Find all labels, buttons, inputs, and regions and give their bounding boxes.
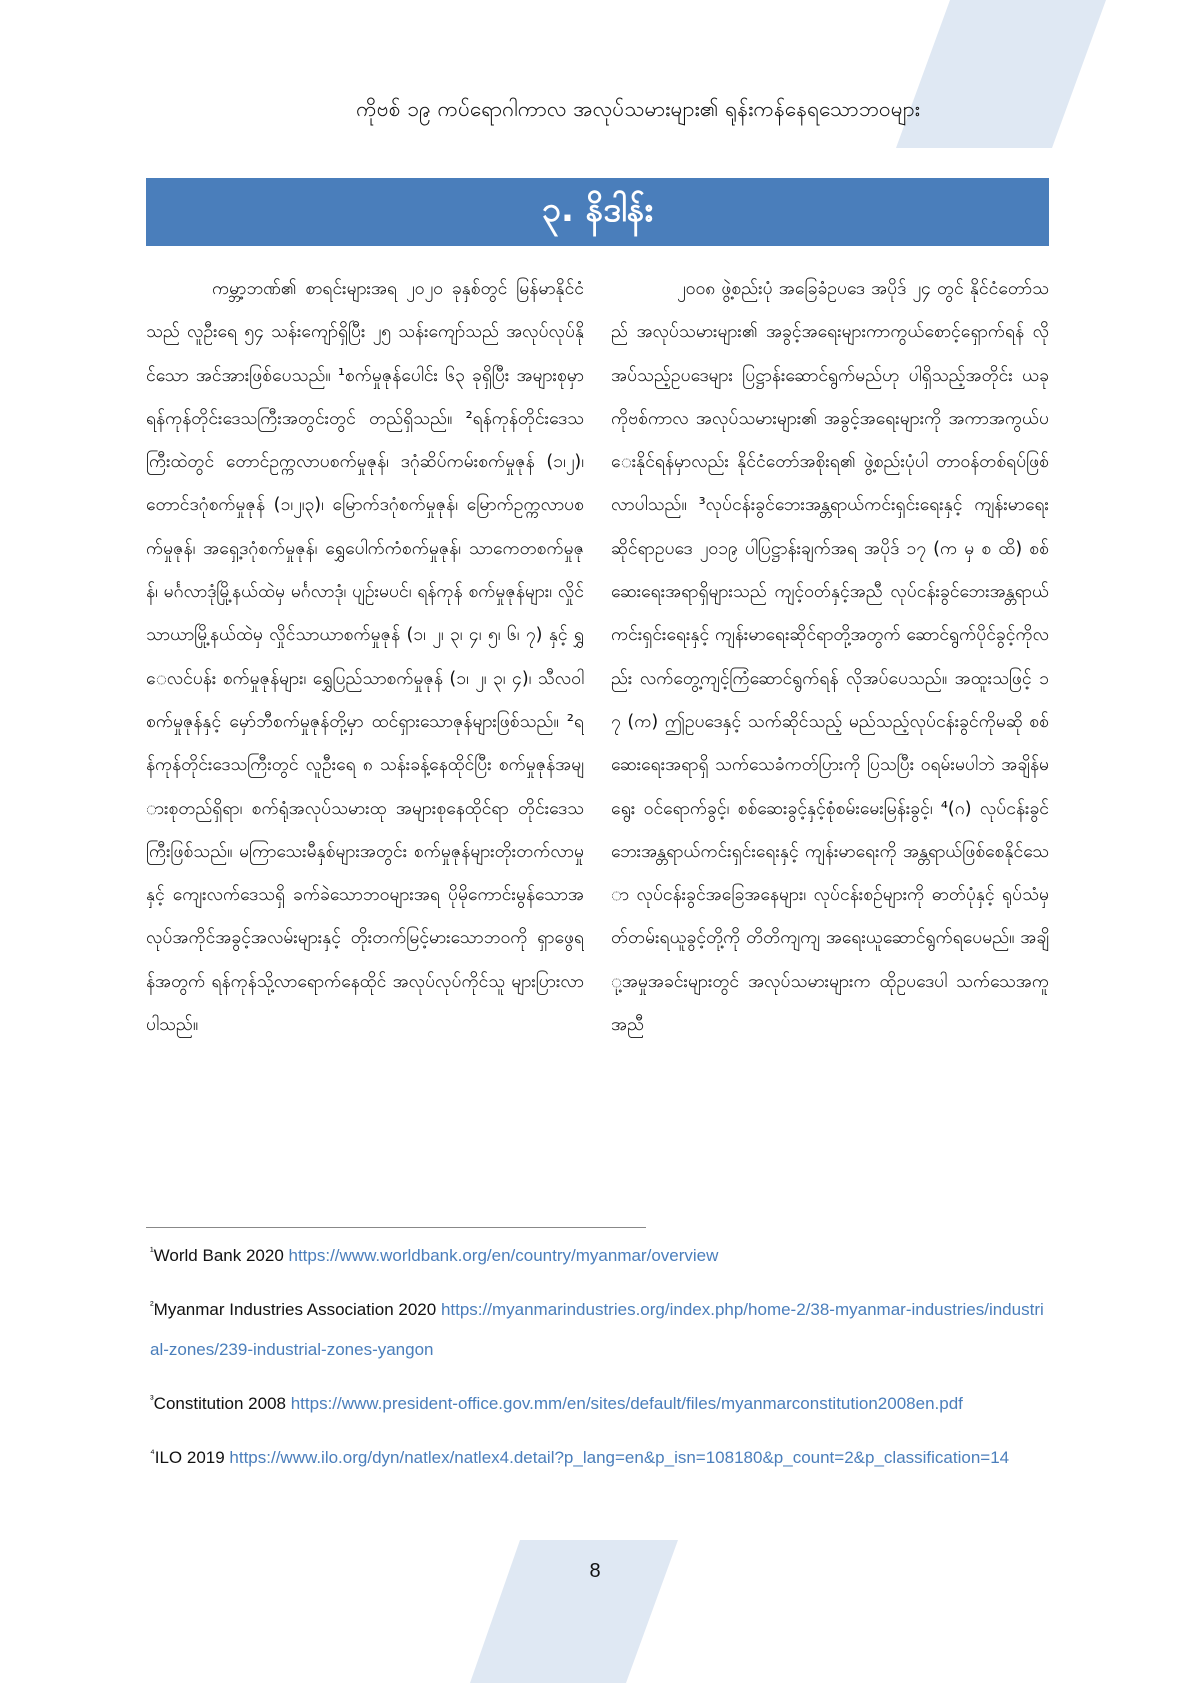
footnote-item xyxy=(150,1384,1050,1424)
footnote-mark: ⁴ xyxy=(150,1447,155,1460)
page-number: 8 xyxy=(589,1560,601,1582)
footnote-mark: ³ xyxy=(150,1393,154,1406)
footnote-source: ILO 2019 xyxy=(154,1448,230,1467)
body-paragraph-right: ၂၀၀၈ ဖွဲ့စည်းပုံ အခြေခံဥပဒေ အပိုဒ် ၂၄ တွင် နိုင်ငံတော်သည် အလုပ်သမားများ၏ အခွင့်အရေးများကာကွယ်စောင့်ရှောက်ရန် လိုအပ်သည့်ဥပဒေများ ပြဋ္ဌာန်းဆောင်ရွက်မည်ဟု ပါရှိသည့်အတိုင်း ယခု ကိုဗစ်ကာလ အလုပ်သမားများ၏ အခွင့်အရေးများကို အကာအကွယ်ပေးနိုင်ရန်မှာလည်း နိုင်ငံတော်အစိုးရ၏ ဖွဲ့စည်းပုံပါ တာဝန်တစ်ရပ်ဖြစ်လာပါသည်။ ³လုပ်ငန်းခွင်ဘေးအန္တရာယ်ကင်းရှင်းရေးနှင့် ကျန်းမာရေးဆိုင်ရာဥပဒေ ၂၀၁၉ ပါပြဋ္ဌာန်းချက်အရ အပိုဒ် ၁၇ (က မှ စ ထိ) စစ်ဆေးရေးအရာရှိများသည် ကျင့်ဝတ်နှင့်အညီ လုပ်ငန်းခွင်ဘေးအန္တရာယ်ကင်းရှင်းရေးနှင့် ကျန်းမာရေးဆိုင်ရာတို့အတွက် ဆောင်ရွက်ပိုင်ခွင့်ကိုလည်း လက်တွေ့ကျင့်ကြံဆောင်ရွက်ရန် လိုအပ်ပေသည်။ အထူးသဖြင့် ၁၇ (က) ဤဥပဒေနှင့် သက်ဆိုင်သည့် မည်သည့်လုပ်ငန်းခွင်ကိုမဆို စစ်ဆေးရေးအရာရှိ သက်သေခံကတ်ပြားကို ပြသပြီး ဝရမ်းမပါဘဲ အချိန်မရွေး ဝင်ရောက်ခွင့်၊ စစ်ဆေးခွင့်နှင့်စုံစမ်းမေးမြန်းခွင့်၊ ⁴(ဂ) လုပ်ငန်းခွင်ဘေးအန္တရာယ်ကင်းရှင်းရေးနှင့် ကျန်းမာရေးကို အန္တရာယ်ဖြစ်စေနိုင်သော လုပ်ငန်းခွင်အခြေအနေများ၊ လုပ်ငန်းစဉ်များကို ဓာတ်ပုံနှင့် ရုပ်သံမှတ်တမ်းရယူခွင့်တို့ကို တိတိကျကျ အရေးယူဆောင်ရွက်ရပေမည်။ အချို့အမှုအခင်းများတွင် အလုပ်သမားများက ထိုဥပဒေပါ သက်သေအကူအညီ xyxy=(611,279,1049,1036)
footnote-item xyxy=(150,1438,1050,1478)
section-title-banner xyxy=(146,178,1049,246)
footnote-link[interactable]: https://www.worldbank.org/en/country/myanmar/overview xyxy=(288,1246,719,1265)
footnote-link[interactable]: https://www.ilo.org/dyn/natlex/natlex4.detail?p_lang=en&p_isn=108180&p_count=2&p_classification=14 xyxy=(229,1448,1010,1467)
body-column-right xyxy=(611,268,1049,1218)
footnotes xyxy=(150,1236,1050,1492)
footnote-divider xyxy=(146,1227,646,1228)
footnote-mark: ² xyxy=(150,1299,154,1312)
footnote-link[interactable]: https://myanmarindustries.org/index.php/home-2/38-myanmar-industries/industrial-zones/239-industrial-zones-yangon xyxy=(150,1300,1044,1359)
body-column-left xyxy=(146,268,584,1218)
section-title: ၃. နိဒါန်း xyxy=(541,189,654,230)
footnote-mark: ¹ xyxy=(150,1245,154,1258)
footnote-source: Constitution 2008 xyxy=(153,1394,291,1413)
footnote-item xyxy=(150,1236,1050,1276)
footnote-link[interactable]: https://www.president-office.gov.mm/en/sites/default/files/myanmarconstitution2008en.pdf xyxy=(290,1394,963,1413)
running-header: ကိုဗစ် ၁၉ ကပ်ရောဂါကာလ အလုပ်သမားများ၏ ရုန်းကန်နေရသောဘဝများ xyxy=(356,97,920,121)
top-right-stripe xyxy=(896,0,1106,148)
footnote-source: World Bank 2020 xyxy=(153,1246,289,1265)
footnote-source: Myanmar Industries Association 2020 xyxy=(153,1300,441,1319)
footnote-item xyxy=(150,1290,1050,1370)
body-paragraph-left: ကမ္ဘာ့ဘဏ်၏ စာရင်းများအရ ၂၀၂၀ ခုနှစ်တွင် မြန်မာနိုင်ငံသည် လူဦးရေ ၅၄ သန်းကျော်ရှိပြီး ၂၅ သန်းကျော်သည် အလုပ်လုပ်နိုင်သော အင်အားဖြစ်ပေသည်။ ¹စက်မှုဇုန်ပေါင်း ၆၃ ခုရှိပြီး အများစုမှာ ရန်ကုန်တိုင်းဒေသကြီးအတွင်းတွင် တည်ရှိသည်။ ²ရန်ကုန်တိုင်းဒေသကြီးထဲတွင် တောင်ဥက္ကလာပစက်မှုဇုန်၊ ဒဂုံဆိပ်ကမ်းစက်မှုဇုန် (၁၊၂)၊ တောင်ဒဂုံစက်မှုဇုန် (၁၊၂၊၃)၊ မြောက်ဒဂုံစက်မှုဇုန်၊ မြောက်ဥက္ကလာပစက်မှုဇုန်၊ အရှေ့ဒဂုံစက်မှုဇုန်၊ ရွှေပေါက်ကံစက်မှုဇုန်၊ သာကေတစက်မှုဇုန်၊ မင်္ဂလာဒုံမြို့နယ်ထဲမှ မင်္ဂလာဒုံ၊ ပျဉ်းမပင်၊ ရန်ကုန် စက်မှုဇုန်များ၊ လှိုင်သာယာမြို့နယ်ထဲမှ လှိုင်သာယာစက်မှုဇုန် (၁၊ ၂၊ ၃၊ ၄၊ ၅၊ ၆၊ ၇) နှင့် ရွှေလင်ပန်း စက်မှုဇုန်များ၊ ရွှေပြည်သာစက်မှုဇုန် (၁၊ ၂၊ ၃၊ ၄)၊ သီလဝါစက်မှုဇုန်နှင့် မှော်ဘီစက်မှုဇုန်တို့မှာ ထင်ရှားသောဇုန်များဖြစ်သည်။ ²ရန်ကုန်တိုင်းဒေသကြီးတွင် လူဦးရေ ၈ သန်းခန့်နေထိုင်ပြီး စက်မှုဇုန်အများစုတည်ရှိရာ၊ စက်ရုံအလုပ်သမားထု အများစုနေထိုင်ရာ တိုင်းဒေသကြီးဖြစ်သည်။ မကြာသေးမီနှစ်များအတွင်း စက်မှုဇုန်များတိုးတက်လာမှုနှင့် ကျေးလက်ဒေသရှိ ခက်ခဲသောဘဝများအရ ပိုမိုကောင်းမွန်သောအလုပ်အကိုင်အခွင့်အလမ်းများနှင့် တိုးတက်မြင့်မားသောဘဝကို ရှာဖွေရန်အတွက် ရန်ကုန်သို့လာရောက်နေထိုင် အလုပ်လုပ်ကိုင်သူ များပြားလာပါသည်။ xyxy=(146,279,584,1036)
